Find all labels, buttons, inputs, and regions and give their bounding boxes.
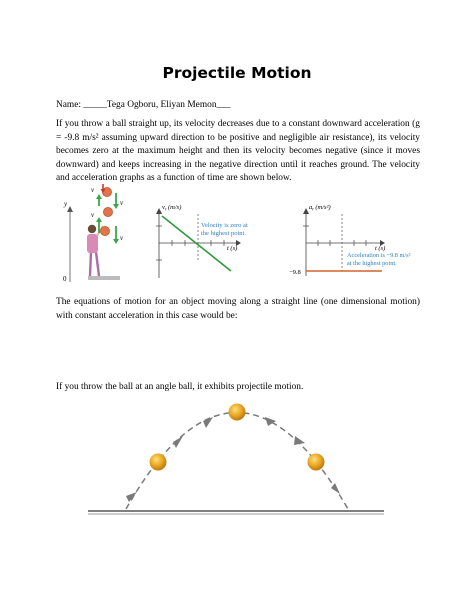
vector-label: v⃗	[91, 186, 100, 194]
angle-text: If you throw the ball at an angle ball, it exhibits projectile motion.	[56, 382, 304, 392]
vector-label: v⃗	[120, 199, 129, 207]
intro-line: becomes zero at the maximum height and then its velocity becomes negative (since it moves	[56, 146, 420, 157]
ball-apex	[229, 404, 246, 421]
velocity-y-label: vᵧ (m/s)	[162, 204, 182, 211]
trajectory-arrow	[294, 436, 305, 445]
vector-label: v⃗	[91, 211, 100, 219]
velocity-note: the highest point.	[201, 230, 246, 237]
vector-label: v⃗	[120, 234, 129, 242]
intro-line: and acceleration graphs as a function of time are shown below.	[56, 173, 292, 184]
velocity-x-label: t (s)	[227, 245, 238, 252]
acceleration-tick-label: −9.8	[289, 269, 301, 276]
trajectory-arrow	[265, 417, 276, 426]
trajectory-arrow	[331, 483, 340, 494]
ball-rising	[150, 454, 167, 471]
intro-line: If you throw a ball straight up, its velocity decreases due to a constant downward acceleration (g	[56, 119, 420, 129]
trajectory-arrow	[126, 492, 137, 502]
acceleration-note: Acceleration is −9.8 m/s²	[347, 252, 411, 259]
velocity-note: Velocity is zero at	[201, 222, 248, 229]
page-title: Projectile Motion	[162, 64, 312, 82]
equations-line: with constant acceleration in this case would be:	[56, 310, 238, 321]
acceleration-y-label: aᵧ (m/s²)	[309, 204, 331, 211]
intro-line: downward) and keeps increasing in the negative direction until it reaches ground. The velocity	[56, 159, 420, 170]
acceleration-x-label: t (s)	[375, 245, 386, 252]
ball-falling	[308, 454, 325, 471]
intro-line: = -9.8 m/s² assuming upward direction to be positive and negligible air resistance), its velocity	[56, 132, 420, 143]
acceleration-note: at the highest point.	[347, 260, 397, 267]
equations-line: The equations of motion for an object moving along a straight line (one dimensional motion)	[56, 297, 420, 307]
y-axis-label: y	[64, 200, 68, 208]
origin-label: 0	[63, 275, 67, 283]
trajectory-arrow	[173, 436, 183, 448]
name-line: Name: _____Tega Ogboru, Eliyan Memon___	[56, 100, 231, 110]
